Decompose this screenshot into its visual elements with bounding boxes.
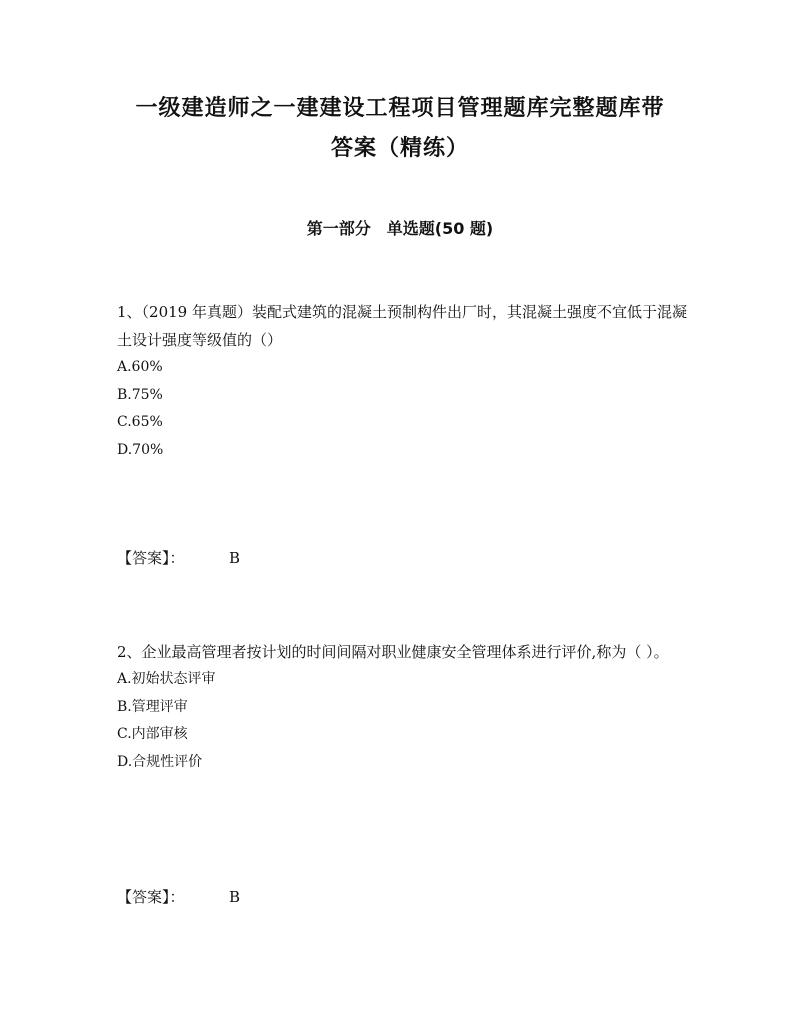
answer-value: B bbox=[229, 549, 241, 567]
answer-1 bbox=[117, 548, 240, 568]
answer-label: 【答案】： bbox=[117, 549, 185, 567]
answer-2 bbox=[117, 887, 240, 907]
answer-value: B bbox=[229, 888, 241, 906]
option-b: B.75% bbox=[117, 386, 163, 403]
option-b: B.管理评审 bbox=[117, 698, 188, 715]
option-c: C.内部审核 bbox=[117, 726, 188, 742]
answer-label: 【答案】： bbox=[117, 888, 185, 906]
section-heading: 第一部分 单选题(50 题) bbox=[306, 219, 494, 238]
question-2 bbox=[117, 638, 687, 776]
option-d: D.70% bbox=[117, 441, 164, 458]
document-title-line-1: 一级建造师之一建建设工程项目管理题库完整题库带 bbox=[135, 95, 665, 121]
option-a: A.60% bbox=[117, 359, 163, 375]
option-a: A.初始状态评审 bbox=[117, 671, 216, 687]
question-stem: 2、企业最高管理者按计划的时间间隔对职业健康安全管理体系进行评价,称为（ ）。 bbox=[117, 643, 669, 661]
question-1 bbox=[117, 298, 687, 464]
document-title bbox=[100, 88, 700, 168]
option-d: D.合规性评价 bbox=[117, 753, 203, 770]
document-title-line-2: 答案（精练） bbox=[330, 135, 469, 161]
question-stem: 1、（2019 年真题）装配式建筑的混凝土预制构件出厂时，其混凝土强度不宜低于混凝土设计强度等级值的（） bbox=[117, 303, 687, 349]
option-c: C.65% bbox=[117, 414, 163, 430]
